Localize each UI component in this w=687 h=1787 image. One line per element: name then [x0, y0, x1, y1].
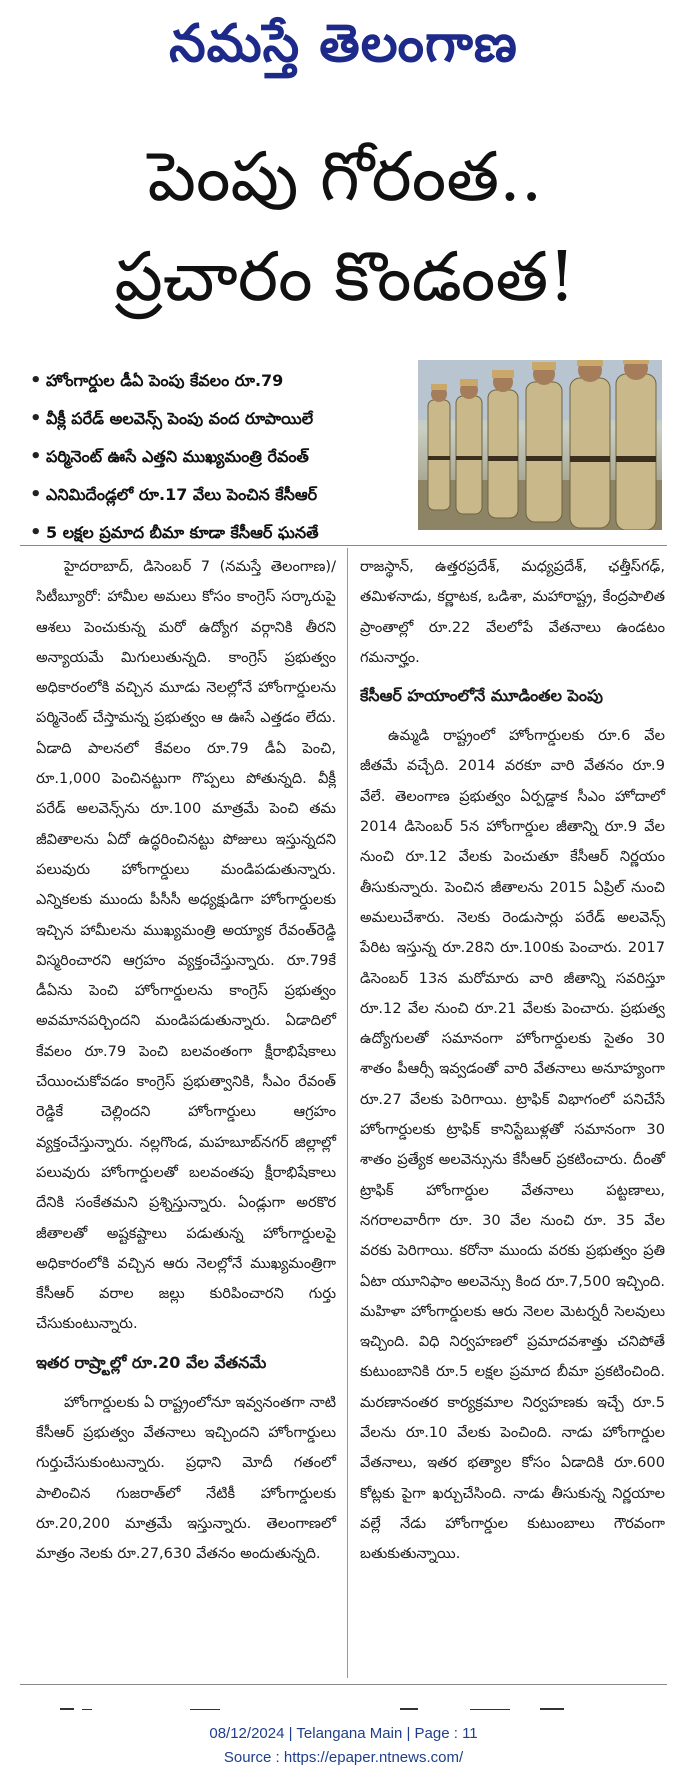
- bullet-icon: •: [30, 446, 42, 467]
- bullet-item: • 5 లక్షల ప్రమాద బీమా కూడా కేసీఆర్ ఘనతే: [28, 514, 413, 552]
- cropped-text-fragment: [40, 1705, 640, 1710]
- article-paragraph: ఉమ్మడి రాష్ట్రంలో హోంగార్డులకు రూ.6 వేల జీతమే వచ్చేది. 2014 వరకూ వారి వేతనం రూ.9 వేలే. తెలంగాణ ప్రభుత్వం ఏర్పడ్డాక సీఎం హోదాలో 2014 డిసెంబర్ 5న హోంగార్డుల జీతాన్ని రూ.9 వేల నుంచి రూ.12 వేలకు పెంచుతూ కేసీఆర్ నిర్ణయం తీసుకున్నారు. పెంచిన జీతాలను 2015 ఏప్రిల్ నుంచి అమలుచేశారు. నెలకు రెండుసార్లు పరేడ్ అలవెన్స్ పేరిట ఇస్తున్న రూ.28ని రూ.100కు పెంచారు. 2017 డిసెంబర్ 13న మరోమారు వారి జీతాన్ని సవరిస్తూ రూ.12 వేల నుంచి రూ.21 వేలకు పెంచారు. ప్రభుత్వ ఉద్యోగులతో సమానంగా హోంగార్డులకు సైతం 30 శాతం పీఆర్సీ ఇవ్వడంతో వారి వేతనాలు అనూహ్యంగా రూ.27 వేలకు పెరిగాయి. ట్రాఫిక్ విభాగంలో పనిచేసే హోంగార్డులకు ట్రాఫిక్ కానిస్టేబుళ్లతో సమానంగా 30 శాతం ప్రత్యేక అలవెన్సును కేసీఆర్ ప్రకటించారు. దీంతో ట్రాఫిక్ హోంగార్డుల వేతనాలు పట్టణాలు, నగరాలవారీగా రూ. 30 వేల నుంచి రూ. 35 వేల వరకు పెరిగాయి. కరోనా ముందు వరకు ప్రభుత్వం ప్రతి ఏటా యూనిఫాం అలవెన్సు కింద రూ.7,500 ఇచ్చింది. మహిళా హోంగార్డులకు ఆరు నెలల మెటర్నరీ సెలవులు ఇచ్చింది. విధి నిర్వహణలో ప్రమాదవశాత్తు చనిపోతే కుటుంబానికి రూ.5 లక్షల ప్రమాద బీమా ప్రకటించింది. మరణానంతర కార్యక్రమాల నిర్వహణకు ఇచ్చే రూ.5 వేలను రూ.10 వేలకు పెంచింది. నాడు హోంగార్డుల వేతనాలు, ఇతర భత్యాల కోసం ఏడాదికి రూ.600 కోట్లకు పైగా ఖర్చుచేసింది. నాడు తీసుకున్న నిర్ణయాల వల్లే నేడు హోంగార్డుల కుటుంబాలు గౌరవంగా బతుకుతున్నాయి.: [360, 727, 665, 1563]
- headline-line-2: ప్రచారం కొండంత!: [114, 238, 576, 317]
- article-column-right: [360, 552, 665, 1570]
- footer-date-page: 08/12/2024 | Telangana Main | Page : 11: [209, 1725, 478, 1742]
- bullet-icon: •: [30, 484, 42, 505]
- headline-line-1: పెంపు గోరంత..: [147, 138, 543, 217]
- article-paragraph: రాజస్థాన్, ఉత్తరప్రదేశ్, మధ్యప్రదేశ్, ఛత్తీస్‌గఢ్, తమిళనాడు, కర్ణాటక, ఒడిశా, మహారాష్ట్ర, కేంద్రపాలిత ప్రాంతాల్లో రూ.22 వేలలోపే వేతనాలు ఉండటం గమనార్హం.: [360, 558, 665, 666]
- masthead-title: నమస్తే తెలంగాణ: [169, 13, 518, 74]
- section-divider: [20, 545, 667, 546]
- article-paragraph: హోంగార్డులకు ఏ రాష్ట్రంలోనూ ఇవ్వనంతగా నాటి కేసీఆర్ ప్రభుత్వం వేతనాలు ఇచ్చిందని హోంగార్డులు గుర్తుచేసుకుంటున్నారు. ప్రధాని మోదీ గతంలో పాలించిన గుజరాత్‌లో నేటికీ హోంగార్డులకు రూ.20,200 మాత్రమే ఇస్తున్నారు. తెలంగాణలో మాత్రం నెలకు రూ.27,630 వేతనం అందుతున్నది.: [36, 1393, 336, 1563]
- bullet-item: • పర్మినెంట్ ఊసే ఎత్తని ముఖ్యమంత్రి రేవంత్: [28, 438, 413, 476]
- bullet-item: • హోంగార్డుల డీఏ పెంపు కేవలం రూ.79: [28, 362, 413, 400]
- bullet-icon: •: [30, 370, 42, 391]
- article-headline: [20, 128, 670, 328]
- footer-source-link[interactable]: Source : https://epaper.ntnews.com/: [223, 1749, 464, 1766]
- subheading: ఇతర రాష్ర్టాల్లో రూ.20 వేల వేతనమే: [36, 1352, 267, 1372]
- home-guards-photo: [418, 360, 662, 530]
- article-column-left: [36, 552, 336, 1570]
- subheading: కేసీఆర్ హయాంలోనే మూడింతల పెంపు: [360, 686, 603, 706]
- cropped-next-article: [40, 1700, 640, 1710]
- highlight-bullets: [28, 362, 413, 552]
- bullet-icon: •: [30, 522, 42, 543]
- bullet-item: • వీక్లీ పరేడ్ అలవెన్స్ పెంపు వంద రూపాయిలే: [28, 400, 413, 438]
- newspaper-masthead: [0, 0, 687, 100]
- column-divider: [347, 548, 348, 1678]
- home-guards-photo-illustration: [418, 360, 662, 530]
- bullet-icon: •: [30, 408, 42, 429]
- bullet-item: • ఎనిమిదేండ్లలో రూ.17 వేలు పెంచిన కేసీఆర్: [28, 476, 413, 514]
- article-paragraph: హైదరాబాద్, డిసెంబర్ 7 (నమస్తే తెలంగాణ)/సిటీబ్యూరో: హామీల అమలు కోసం కాంగ్రెస్ సర్కారుపై ఆశలు పెంచుకున్న మరో ఉద్యోగ వర్గానికి తీరని అన్యాయమే మిగులుతున్నది. కాంగ్రెస్ ప్రభుత్వం అధికారంలోకి వచ్చిన మూడు నెలల్లోనే హోంగార్డులను పర్మినెంట్ చేస్తామన్న ప్రభుత్వం ఆ ఊసే ఎత్తడం లేదు. ఏడాది పాలనలో కేవలం రూ.79 డీఏ పెంచి, రూ.1,000 పెంచినట్టుగా గొప్పలు పోతున్నది. వీక్లీ పరేడ్ అలవెన్స్‌ను రూ.100 మాత్రమే పెంచి తమ జీవితాలను ఏదో ఉద్ధరించినట్టు పోజులు ఇస్తున్నదని పలువురు హోంగార్డులు మండిపడుతున్నారు. ఎన్నికలకు ముందు పీసీసీ అధ్యక్షుడిగా హోంగార్డులకు ఇచ్చిన హామీలను ముఖ్యమంత్రి అయ్యాక రేవంత్‌రెడ్డి విస్మరించారని ఆగ్రహం వ్యక్తంచేస్తున్నారు. రూ.79కే డీఏను పెంచి హోంగార్డులను కాంగ్రెస్ ప్రభుత్వం అవమానపర్చిందని మండిపడుతున్నారు. ఏడాదిలో కేవలం రూ.79 పెంచి బలవంతంగా క్షీరాభిషేకాలు చేయించుకోవడం కాంగ్రెస్ ప్రభుత్వానికి, సీఎం రేవంత్ రెడ్డికే చెల్లిందని హోంగార్డులు ఆగ్రహం వ్యక్తంచేస్తున్నారు. నల్లగొండ, మహబూబ్‌నగర్ జిల్లాల్లో పలువురు హోంగార్డులతో బలవంతపు క్షీరాభిషేకాలు దేనికి సంకేతమని ప్రశ్నిస్తున్నారు. ఏండ్లుగా అరకొర జీతాలతో అష్టకష్టాలు పడుతున్న హోంగార్డులపై అధికారంలోకి వచ్చిన ఆరు నెలల్లోనే ముఖ్యమంత్రిగా కేసీఆర్ వరాల జల్లు కురిపించారని గుర్తు చేసుకుంటున్నారు.: [36, 558, 336, 1333]
- footer-divider: [20, 1684, 667, 1685]
